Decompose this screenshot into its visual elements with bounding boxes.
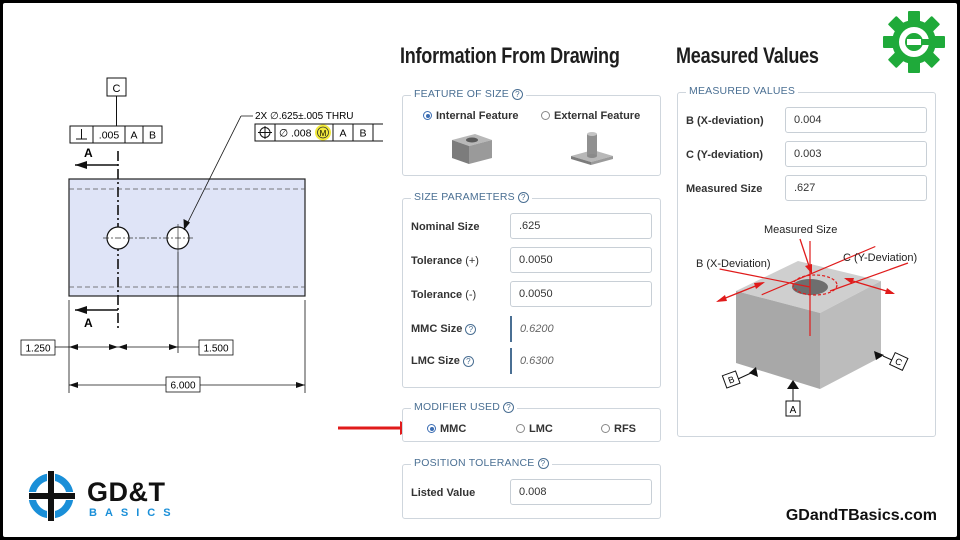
help-icon[interactable]: ?	[518, 192, 529, 203]
modifier-used-panel	[402, 401, 661, 442]
tolerance-plus-label: Tolerance	[411, 255, 463, 267]
tolerance-plus-input[interactable]: 0.0050	[510, 247, 652, 273]
datum-a-label: A	[789, 405, 797, 416]
gear-logo-icon	[881, 9, 947, 75]
measured-values-title: MEASURED VALUES	[689, 85, 796, 97]
website-url: GDandTBasics.com	[785, 507, 937, 524]
measured-values-panel	[677, 85, 936, 437]
radio-unselected-icon[interactable]	[541, 111, 550, 120]
svg-text:B: B	[359, 127, 367, 140]
external-feature-icon	[567, 128, 617, 168]
help-icon[interactable]: ?	[465, 324, 476, 335]
mmc-size-label: MMC Size	[411, 323, 463, 335]
radio-selected-icon[interactable]	[427, 424, 436, 433]
dim-6000: 6.000	[170, 380, 196, 392]
section-label-bottom: A	[84, 316, 93, 330]
radio-rfs[interactable]: RFS	[601, 423, 636, 435]
listed-value-label: Listed Value	[411, 487, 476, 499]
nominal-size-label: Nominal Size	[411, 221, 480, 233]
radio-unselected-icon[interactable]	[601, 424, 610, 433]
lmc-size-value: 0.6300	[510, 348, 554, 374]
radio-unselected-icon[interactable]	[516, 424, 525, 433]
position-tolerance-panel	[402, 457, 661, 519]
internal-feature-icon	[447, 128, 497, 168]
svg-text:M: M	[319, 129, 327, 138]
help-icon[interactable]: ?	[463, 356, 474, 367]
c-deviation-label: C (Y-deviation)	[686, 149, 764, 161]
slide	[3, 3, 957, 537]
b-deviation-input[interactable]: 0.004	[785, 107, 927, 133]
listed-value-input[interactable]: 0.008	[510, 479, 652, 505]
svg-text:B: B	[148, 129, 157, 142]
gdt-logo-icon	[23, 466, 83, 526]
radio-mmc[interactable]: MMC	[427, 423, 466, 435]
svg-text:A: A	[130, 129, 138, 142]
size-parameters-panel: SIZE PARAMETERS ? Nominal Size .625 Tolerance (+) 0.0050 Tolerance (-) 0.0050 MMC Size ? 0.6200 LMC Size ? 0.6300	[402, 198, 661, 388]
heading-info: Information From Drawing	[400, 43, 620, 68]
radio-external-feature[interactable]: External Feature	[541, 110, 640, 122]
size-parameters-title: SIZE PARAMETERS	[414, 191, 515, 203]
perpendicularity-fcf	[70, 126, 162, 143]
section-label-top: A	[84, 146, 93, 160]
help-icon[interactable]: ?	[538, 458, 549, 469]
engineering-drawing	[3, 3, 383, 537]
svg-text:.008: .008	[291, 127, 312, 140]
hole-note: 2X ∅.625±.005 THRU	[255, 111, 354, 122]
datum-c-label-illus: C	[893, 356, 904, 368]
lmc-size-label: LMC Size	[411, 355, 460, 367]
b-deviation-label: B (X-deviation)	[686, 115, 764, 127]
dim-1250: 1.250	[25, 343, 51, 355]
position-tolerance-title: POSITION TOLERANCE	[414, 457, 535, 469]
svg-text:A: A	[339, 127, 347, 140]
position-fcf	[255, 124, 383, 141]
logo-main-text: GD&T	[87, 477, 166, 507]
dim-1500: 1.500	[203, 343, 229, 355]
feature-of-size-panel	[402, 88, 661, 176]
mmc-size-value: 0.6200	[510, 316, 554, 342]
section-arrow-top-head	[75, 161, 87, 169]
measured-size-input[interactable]: .627	[785, 175, 927, 201]
section-arrow-bottom-head	[75, 306, 87, 314]
logo-sub-text: BASICS	[89, 507, 179, 519]
radio-internal-feature[interactable]: Internal Feature	[423, 110, 519, 122]
c-deviation-input[interactable]: 0.003	[785, 141, 927, 167]
feature-of-size-title: FEATURE OF SIZE	[414, 88, 509, 100]
datum-b-label: B	[726, 374, 736, 386]
measured-size-label: Measured Size	[686, 183, 763, 195]
svg-text:.005: .005	[98, 129, 120, 142]
tolerance-minus-label: Tolerance	[411, 289, 463, 301]
heading-measured: Measured Values	[676, 43, 819, 68]
b-deviation-callout: B (X-Deviation)	[696, 258, 771, 270]
radio-selected-icon[interactable]	[423, 111, 432, 120]
radio-lmc[interactable]: LMC	[516, 423, 553, 435]
measured-size-callout: Measured Size	[764, 224, 838, 236]
svg-text:∅: ∅	[279, 127, 289, 140]
datum-c-label: C	[112, 83, 121, 95]
tolerance-minus-input[interactable]: 0.0050	[510, 281, 652, 307]
nominal-size-input[interactable]: .625	[510, 213, 652, 239]
help-icon[interactable]: ?	[512, 89, 523, 100]
modifier-used-title: MODIFIER USED	[414, 401, 501, 413]
c-deviation-callout: C (Y-Deviation)	[843, 252, 918, 264]
measured-part-illustration	[678, 211, 935, 433]
help-icon[interactable]: ?	[503, 402, 514, 413]
